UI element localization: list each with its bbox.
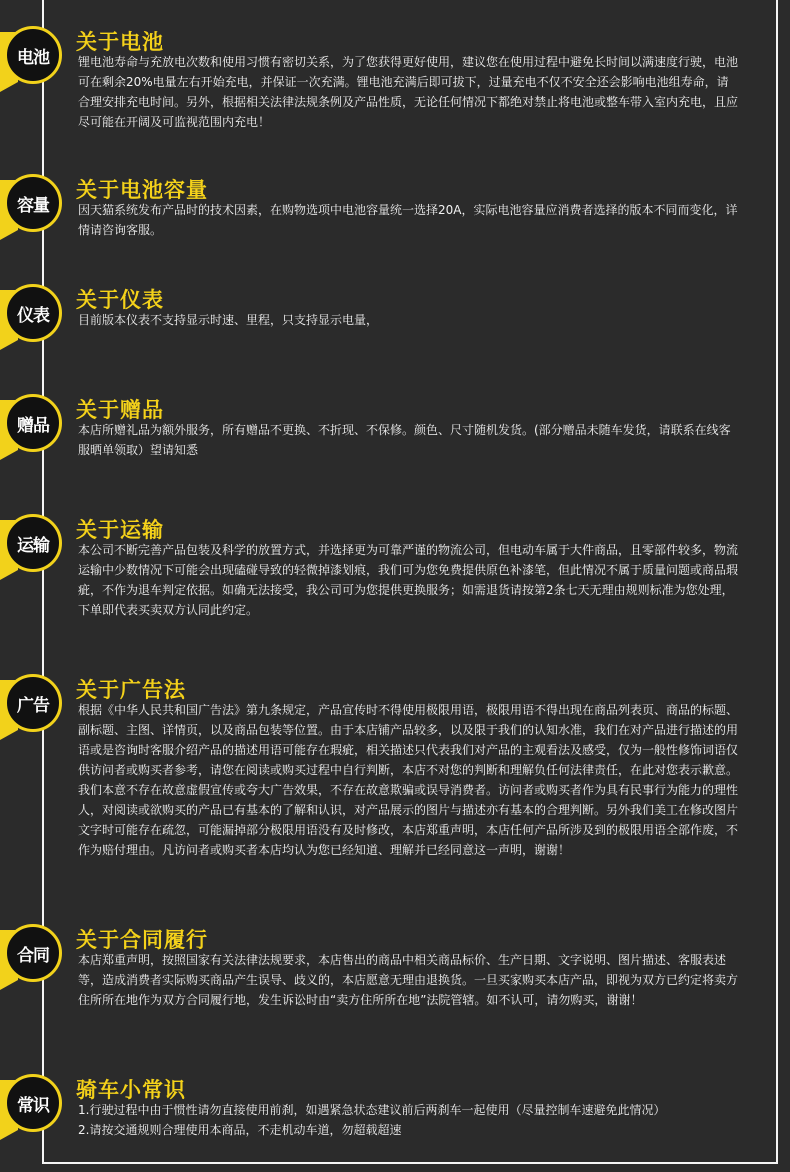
section-paragraph: 根据《中华人民共和国广告法》第九条规定，产品宣传时不得使用极限用语，极限用语不得出现在商品列表页、商品的标题、副标题、主图、详情页，以及商品包装等位置。由于本店铺产品较多，以及限于我们的认知水准，我们在对产品进行描述的用语或是咨询时客服介绍产品的描述用语可能存在瑕疵，相关描述只代表我们对产品的主观看法及感受，仅为一般性修饰词语仅供访问者或购买者参考，请您在阅读或购买过程中自行判断，本店不对您的判断和理解负任何法律责任，在此对您表示歉意。我们本意不存在故意虚假宣传或夸大广告效果，不存在故意欺骗或误导消费者。访问者或购买者作为具有民事行为能力的理性人，对阅读或欲购买的产品已有基本的了解和认识，对产品展示的图片与描述亦有基本的合理判断。另外我们美工在修改图片文字时可能存在疏忽，可能漏掉部分极限用语没有及时修改，本店郑重声明，本店任何产品所涉及到的极限用语全部作废，不作为赔付理由。凡访问者或购买者本店均认为您已经知道、理解并已经同意这一声明，谢谢！: [78, 703, 739, 857]
badge-container: [0, 174, 60, 236]
section-paragraph: 本公司不断完善产品包装及科学的放置方式，并选择更为可靠严谨的物流公司，但电动车属于大件商品，且零部件较多，物流运输中少数情况下可能会出现磕碰导致的轻微掉漆划痕，我们可为您免费提供原色补漆笔，但此情况不属于质量问题或商品瑕疵，不作为退车判定依据。如确无法接受，我公司可为您提供更换服务；如需退货请按第2条七天无理由规则标准为您处理，下单即代表买卖双方认同此约定。: [78, 543, 739, 617]
section-title: 关于仪表: [76, 288, 164, 312]
section-paragraph: 2.请按交通规则合理使用本商品，不走机动车道，勿超载超速: [78, 1123, 402, 1137]
section-badge: 仪表: [4, 284, 62, 342]
section-title: 骑车小常识: [76, 1078, 186, 1102]
section-body: [78, 540, 738, 620]
section-paragraph: 1.行驶过程中由于惯性请勿直接使用前刹，如遇紧急状态建议前后两刹车一起使用（尽量控制车速避免此情况）: [78, 1103, 666, 1117]
badge-container: [0, 924, 60, 986]
section-title: 关于运输: [76, 518, 164, 542]
badge-container: [0, 394, 60, 456]
badge-container: [0, 674, 60, 736]
section-body: [78, 200, 738, 240]
section-body: [78, 52, 738, 132]
section-paragraph: 因天猫系统发布产品时的技术因素，在购物选项中电池容量统一选择20A，实际电池容量应消费者选择的版本不同而变化，详情请咨询客服。: [78, 203, 738, 237]
section-body: [78, 1100, 738, 1140]
section-body: [78, 310, 738, 330]
section-body: [78, 700, 738, 860]
section-title: 关于电池: [76, 30, 164, 54]
section-body: [78, 420, 738, 460]
section-paragraph: 本店郑重声明，按照国家有关法律法规要求，本店售出的商品中相关商品标价、生产日期、文字说明、图片描述、客服表述等，造成消费者实际购买商品产生误导、歧义的，本店愿意无理由退换货。一旦买家购买本店产品，即视为双方已约定将卖方住所所在地作为双方合同履行地，发生诉讼时由“卖方住所所在地”法院管辖。如不认可，请勿购买，谢谢！: [78, 953, 739, 1007]
section-badge: 合同: [4, 924, 62, 982]
badge-container: [0, 514, 60, 576]
section-badge: 电池: [4, 26, 62, 84]
section-title: 关于赠品: [76, 398, 164, 422]
section-title: 关于电池容量: [76, 178, 208, 202]
section-badge: 容量: [4, 174, 62, 232]
section-paragraph: 锂电池寿命与充放电次数和使用习惯有密切关系，为了您获得更好使用，建议您在使用过程中避免长时间以满速度行驶，电池可在剩余20%电量左右开始充电，并保证一次充满。锂电池充满后即可拔下，过量充电不仅不安全还会影响电池组寿命，请合理安排充电时间。另外，根据相关法律法规条例及产品性质，无论任何情况下都绝对禁止将电池或整车带入室内充电，且应尽可能在开阔及可监视范围内充电！: [78, 55, 739, 129]
badge-container: [0, 1074, 60, 1136]
badge-container: [0, 284, 60, 346]
section-paragraph: 本店所赠礼品为额外服务，所有赠品不更换、不折现、不保修。颜色、尺寸随机发货。(部分赠品未随车发货，请联系在线客服晒单领取）望请知悉: [78, 423, 731, 457]
badge-container: [0, 26, 60, 88]
section-badge: 运输: [4, 514, 62, 572]
section-badge: 常识: [4, 1074, 62, 1132]
section-title: 关于广告法: [76, 678, 186, 702]
section-badge: 广告: [4, 674, 62, 732]
section-paragraph: 目前版本仪表不支持显示时速、里程，只支持显示电量，: [78, 313, 379, 327]
section-body: [78, 950, 738, 1010]
section-title: 关于合同履行: [76, 928, 208, 952]
section-badge: 赠品: [4, 394, 62, 452]
